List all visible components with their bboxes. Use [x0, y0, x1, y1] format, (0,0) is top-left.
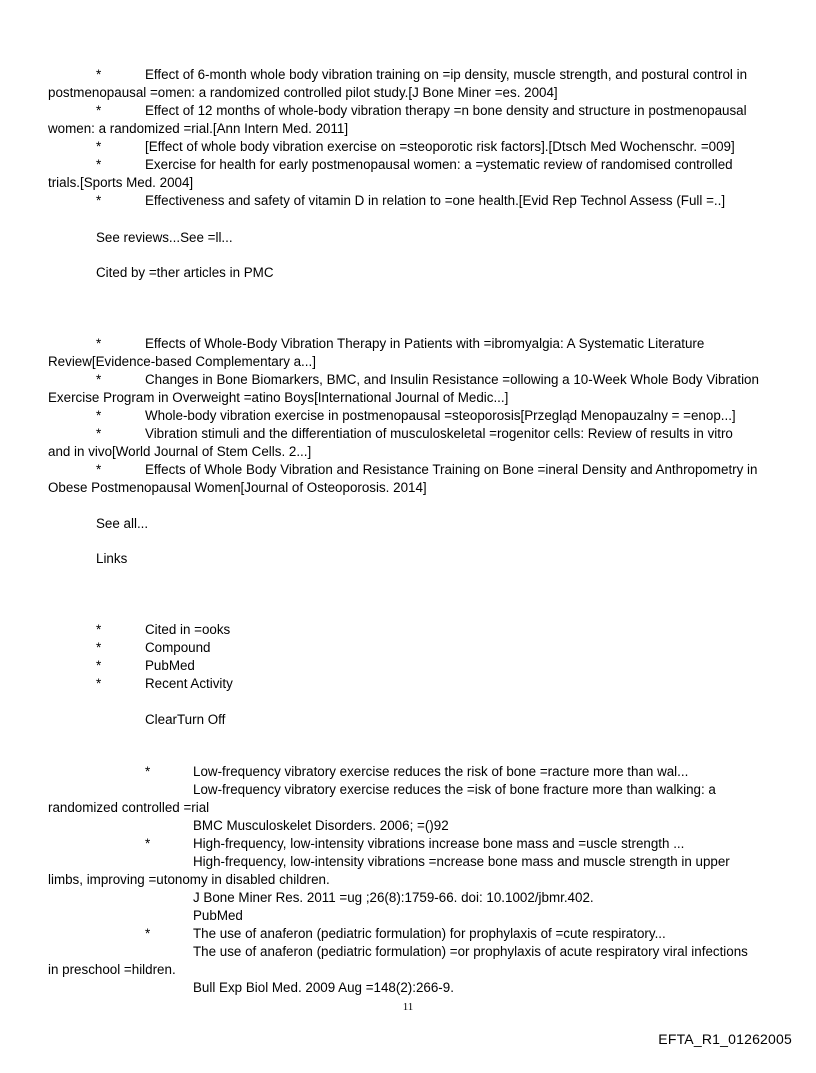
link-compound[interactable]: Compound — [145, 640, 211, 655]
see-all-link[interactable]: See all... — [96, 516, 149, 531]
list-item — [0, 425, 816, 461]
bullet: * — [96, 336, 102, 351]
article-link[interactable]: Effect of 12 months of whole-body vibration therapy =n bone density and structure in postmenopausal — [145, 103, 747, 118]
activity-full-title-continued: randomized controlled =rial — [48, 800, 210, 815]
activity-full-title: High-frequency, low-intensity vibrations =ncrease bone mass and muscle strength in upper — [193, 854, 730, 869]
list-item — [0, 407, 816, 425]
link-pubmed[interactable]: PubMed — [145, 658, 195, 673]
article-link[interactable]: Effects of Whole-Body Vibration Therapy in Patients with =ibromyalgia: A Systematic Literature — [145, 336, 705, 351]
list-item — [0, 621, 816, 639]
bates-number: EFTA_R1_01262005 — [658, 1031, 792, 1047]
bullet: * — [96, 193, 102, 208]
links-list — [0, 621, 816, 693]
bullet: * — [145, 836, 151, 851]
activity-database: PubMed — [193, 908, 243, 923]
list-item — [0, 371, 816, 407]
article-link[interactable]: Effectiveness and safety of vitamin D in relation to =one health.[Evid Rep Technol Assess (Full =..] — [145, 193, 726, 208]
article-link[interactable]: Effect of 6-month whole body vibration training on =ip density, muscle strength, and postural control in — [145, 67, 748, 82]
activity-source: BMC Musculoskelet Disorders. 2006; =()92 — [193, 818, 449, 833]
cited-by-heading: Cited by =ther articles in PMC — [96, 265, 274, 280]
bullet: * — [96, 139, 102, 154]
article-link[interactable]: Effects of Whole Body Vibration and Resistance Training on Bone =ineral Density and Anthropometry in — [145, 462, 758, 477]
bullet: * — [96, 462, 102, 477]
bullet: * — [145, 764, 151, 779]
list-item — [0, 675, 816, 693]
article-link-continued[interactable]: trials.[Sports Med. 2004] — [48, 175, 194, 190]
activity-title-link[interactable]: The use of anaferon (pediatric formulation) for prophylaxis of =cute respiratory... — [193, 926, 666, 941]
article-link[interactable]: Exercise for health for early postmenopausal women: a =ystematic review of randomised controlled — [145, 157, 733, 172]
article-link-continued[interactable]: postmenopausal =omen: a randomized controlled pilot study.[J Bone Miner =es. 2004] — [48, 85, 558, 100]
bullet: * — [96, 103, 102, 118]
activity-full-title-continued: in preschool =hildren. — [48, 962, 176, 977]
list-item — [0, 102, 816, 138]
bullet: * — [96, 67, 102, 82]
link-cited-in-books[interactable]: Cited in =ooks — [145, 622, 231, 637]
clear-turn-off[interactable]: ClearTurn Off — [145, 712, 226, 727]
article-link-continued[interactable]: women: a randomized =rial.[Ann Intern Med. 2011] — [48, 121, 349, 136]
article-link-continued[interactable]: Obese Postmenopausal Women[Journal of Osteoporosis. 2014] — [48, 480, 427, 495]
article-link[interactable]: Vibration stimuli and the differentiation of musculoskeletal =rogenitor cells: Review of results in vitro — [145, 426, 733, 441]
bullet: * — [96, 640, 102, 655]
list-item — [0, 657, 816, 675]
activity-full-title: Low-frequency vibratory exercise reduces the =isk of bone fracture more than walking: a — [193, 782, 716, 797]
list-item — [0, 66, 816, 102]
bullet: * — [96, 372, 102, 387]
activity-title-link[interactable]: Low-frequency vibratory exercise reduces the risk of bone =racture more than wal... — [193, 764, 689, 779]
activity-source: J Bone Miner Res. 2011 =ug ;26(8):1759-66. doi: 10.1002/jbmr.402. — [193, 890, 594, 905]
bullet: * — [96, 658, 102, 673]
list-item — [0, 138, 816, 156]
links-heading: Links — [96, 551, 128, 566]
activity-source: Bull Exp Biol Med. 2009 Aug =148(2):266-9. — [193, 980, 454, 995]
activity-full-title: The use of anaferon (pediatric formulation) =or prophylaxis of acute respiratory viral infections — [193, 944, 748, 959]
bullet: * — [145, 926, 151, 941]
bullet: * — [96, 157, 102, 172]
article-link[interactable]: Changes in Bone Biomarkers, BMC, and Insulin Resistance =ollowing a 10-Week Whole Body Vibration — [145, 372, 759, 387]
activity-full-title-continued: limbs, improving =utonomy in disabled children. — [48, 872, 330, 887]
list-item — [0, 835, 816, 925]
bullet: * — [96, 622, 102, 637]
list-item — [0, 639, 816, 657]
article-link-continued[interactable]: Exercise Program in Overweight =atino Boys[International Journal of Medic...] — [48, 390, 509, 405]
cited-articles-list — [0, 335, 816, 497]
page-number: 11 — [402, 1001, 414, 1013]
article-link-continued[interactable]: Review[Evidence-based Complementary a...] — [48, 354, 316, 369]
list-item — [0, 156, 816, 192]
bullet: * — [96, 426, 102, 441]
see-reviews-link[interactable]: See reviews...See =ll... — [96, 230, 233, 245]
link-recent-activity[interactable]: Recent Activity — [145, 676, 233, 691]
bullet: * — [96, 408, 102, 423]
article-link[interactable]: [Effect of whole body vibration exercise on =steoporotic risk factors].[Dtsch Med Wochenschr. =009] — [145, 139, 735, 154]
list-item — [0, 461, 816, 497]
list-item — [0, 763, 816, 835]
list-item — [0, 925, 816, 997]
list-item — [0, 192, 816, 210]
article-link[interactable]: Whole-body vibration exercise in postmenopausal =steoporosis[Przegląd Menopauzalny = =enop...] — [145, 408, 736, 423]
article-link-continued[interactable]: and in vivo[World Journal of Stem Cells. 2...] — [48, 444, 312, 459]
bullet: * — [96, 676, 102, 691]
recent-activity-list — [0, 763, 816, 997]
similar-articles-list — [0, 66, 816, 210]
activity-title-link[interactable]: High-frequency, low-intensity vibrations increase bone mass and =uscle strength ... — [193, 836, 685, 851]
list-item — [0, 335, 816, 371]
